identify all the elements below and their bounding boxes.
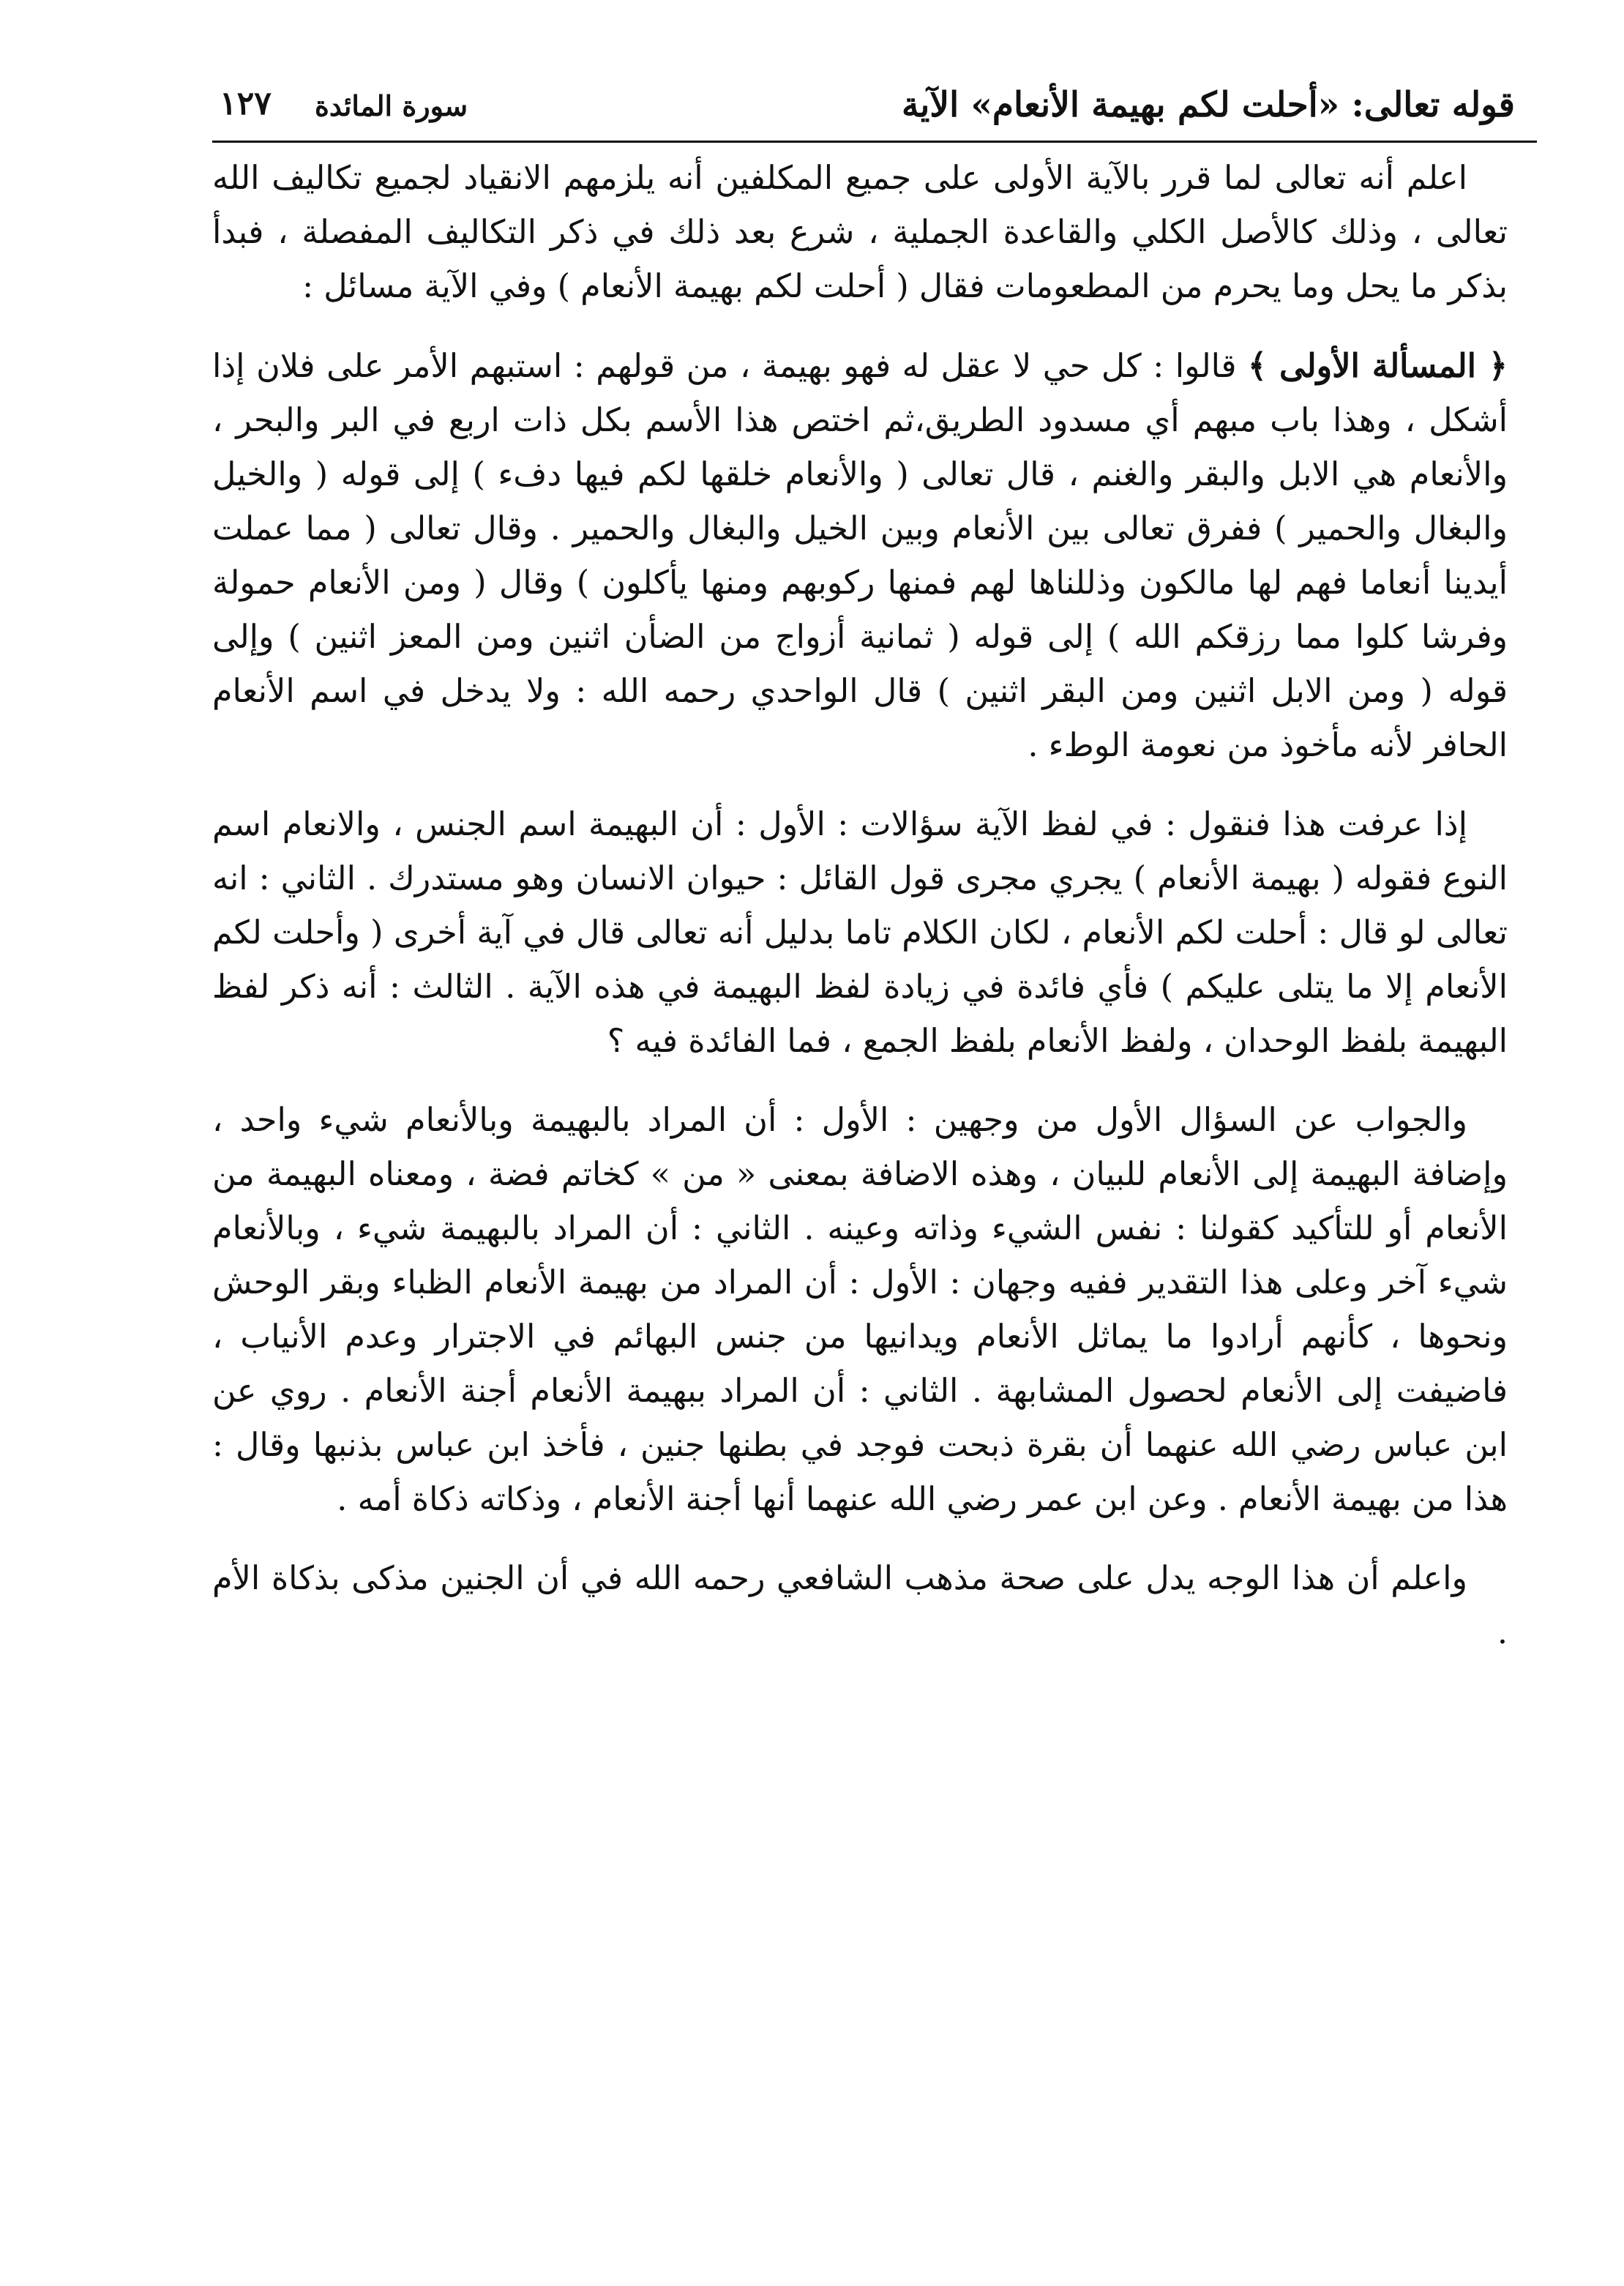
paragraph-text: إذا عرفت هذا فنقول : في لفظ الآية سؤالات : الأول : أن البهيمة اسم الجنس ، والانعام اسم النوع فقوله ( بهيمة الأنعام ) يجري مجرى قول القائل : حيوان الانسان وهو مستدرك . الثاني : انه تعالى لو قال : أحلت لكم الأنعام ، لكان الكلام تاما بدليل أنه تعالى قال في آية أخرى ( وأحلت لكم الأنعام إلا ما يتلى عليكم ) فأي فائدة في زيادة لفظ البهيمة في هذه الآية . الثالث : أنه ذكر لفظ البهيمة بلفظ الوحدان ، ولفظ الأنعام بلفظ الجمع ، فما الفائدة فيه ؟ <box>212 806 1508 1060</box>
page-header <box>212 73 1537 143</box>
running-title: قوله تعالى: «أحلت لكم بهيمة الأنعام» الآية <box>902 85 1515 125</box>
paragraph-text: اعلم أنه تعالى لما قرر بالآية الأولى على جميع المكلفين أنه يلزمهم الانقياد لجميع تكاليف الله تعالى ، وذلك كالأصل الكلي والقاعدة الجملية ، شرع بعد ذلك في ذكر التكاليف المفصلة ، فبدأ بذكر ما يحل وما يحرم من المطعومات فقال ( أحلت لكم بهيمة الأنعام ) وفي الآية مسائل : <box>212 160 1508 305</box>
surah-name: سورة المائدة <box>315 89 468 122</box>
page-body <box>212 143 1537 1660</box>
paragraph-text: واعلم أن هذا الوجه يدل على صحة مذهب الشافعي رحمه الله في أن الجنين مذكى بذكاة الأم . <box>212 1560 1508 1651</box>
section-heading: ﴿ المسألة الأولى ﴾ <box>1248 347 1508 385</box>
paragraph-questions <box>212 798 1508 1069</box>
paragraph-first-question <box>212 339 1508 773</box>
page-number: ١٢٧ <box>220 85 272 122</box>
book-page <box>212 73 1537 2255</box>
paragraph-text: والجواب عن السؤال الأول من وجهين : الأول : أن المراد بالبهيمة وبالأنعام شيء واحد ، وإضافة البهيمة إلى الأنعام للبيان ، وهذه الاضافة بمعنى « من » كخاتم فضة ، ومعناه البهيمة من الأنعام أو للتأكيد كقولنا : نفس الشيء وذاته وعينه . الثاني : أن المراد بالبهيمة شيء ، وبالأنعام شيء آخر وعلى هذا التقدير ففيه وجهان : الأول : أن المراد من بهيمة الأنعام الظباء وبقر الوحش ونحوها ، كأنهم أرادوا ما يماثل الأنعام ويدانيها من جنس البهائم في الاجترار وعدم الأنياب ، فاضيفت إلى الأنعام لحصول المشابهة . الثاني : أن المراد ببهيمة الأنعام أجنة الأنعام . روي عن ابن عباس رضي الله عنهما أن بقرة ذبحت فوجد في بطنها جنين ، فأخذ ابن عباس بذنبها وقال : هذا من بهيمة الأنعام . وعن ابن عمر رضي الله عنهما أنها أجنة الأنعام ، وذكاته ذكاة أمه . <box>212 1102 1508 1518</box>
paragraph-answer <box>212 1094 1508 1527</box>
paragraph-intro <box>212 152 1508 314</box>
paragraph-conclusion <box>212 1552 1508 1660</box>
paragraph-text: قالوا : كل حي لا عقل له فهو بهيمة ، من قولهم : استبهم الأمر على فلان إذا أشكل ، وهذا باب مبهم أي مسدود الطريق،ثم اختص هذا الأسم بكل ذات اربع في البر والبحر ، والأنعام هي الابل والبقر والغنم ، قال تعالى ( والأنعام خلقها لكم فيها دفء ) إلى قوله ( والخيل والبغال والحمير ) ففرق تعالى بين الأنعام وبين الخيل والبغال والحمير . وقال تعالى ( مما عملت أيدينا أنعاما فهم لها مالكون وذللناها لهم فمنها ركوبهم ومنها يأكلون ) وقال ( ومن الأنعام حمولة وفرشا كلوا مما رزقكم الله ) إلى قوله ( ثمانية أزواج من الضأن اثنين ومن المعز اثنين ) وإلى قوله ( ومن الابل اثنين ومن البقر اثنين ) قال الواحدي رحمه الله : ولا يدخل في اسم الأنعام الحافر لأنه مأخوذ من نعومة الوطء . <box>212 348 1508 764</box>
